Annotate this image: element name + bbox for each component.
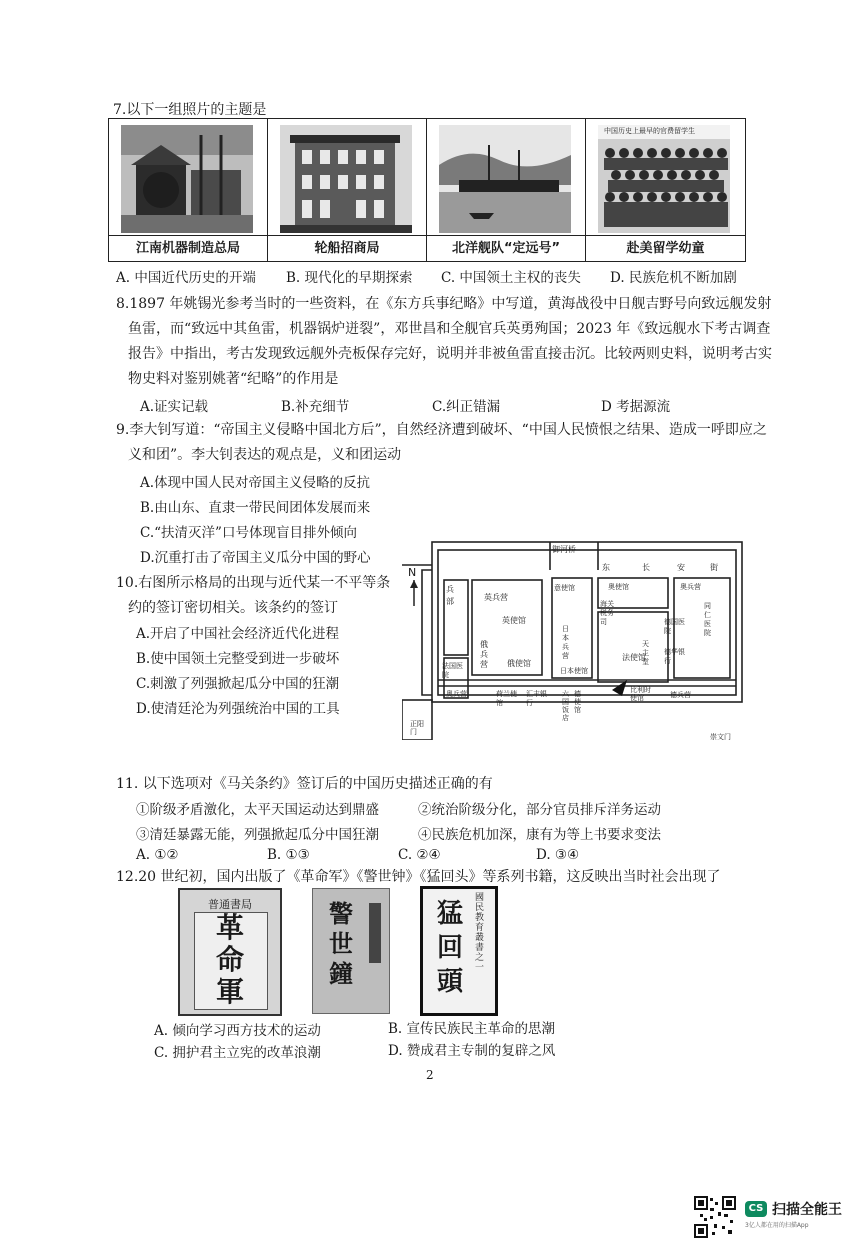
q8-line-1: 8.1897 年姚锡光参考当时的一些资料，在《东方兵事纪略》中写道，黄海战役中日舰吉野号向致远舰发射 bbox=[116, 296, 772, 312]
map-six-nations-hotel: 六国饭店 bbox=[562, 690, 569, 722]
photo-cell-1 bbox=[109, 119, 268, 261]
q12-option-a: A. 倾向学习西方技术的运动 bbox=[154, 1023, 321, 1039]
q10-line-2: 约的签订密切相关。该条约的签订 bbox=[128, 600, 338, 616]
q7-option-a: A. 中国近代历史的开端 bbox=[116, 270, 256, 286]
camscanner-tagline: 3亿人都在用的扫描App bbox=[745, 1222, 809, 1229]
map-japanese-legation: 日本使馆 bbox=[560, 667, 588, 675]
q11-item-2: ②统治阶级分化，部分官员排斥洋务运动 bbox=[418, 802, 661, 818]
q8-line-3: 报告》中指出，考古发现致远舰外壳板保存完好，说明并非被鱼雷直接击沉。比较两则史料，说明考古实 bbox=[128, 346, 772, 362]
map-belgian-legation: 比利时使馆 bbox=[630, 686, 651, 702]
book3-header: 國民教育叢書之一 bbox=[475, 893, 485, 973]
q8-option-a: A.证实记载 bbox=[140, 399, 209, 415]
q8-option-c: C.纠正错漏 bbox=[432, 399, 501, 415]
q10-option-d: D.使清廷沦为列强统治中国的工具 bbox=[136, 701, 340, 717]
book1-title bbox=[180, 912, 280, 1008]
map-japanese-barracks: 日本兵营 bbox=[562, 625, 569, 660]
q7-option-c: C. 中国领土主权的丧失 bbox=[441, 270, 581, 286]
caption-dingyuan: 北洋舰队“定远号” bbox=[427, 235, 585, 262]
q11-option-c: C. ②④ bbox=[398, 847, 441, 863]
q12-option-c: C. 拥护君主立宪的改革浪潮 bbox=[154, 1045, 321, 1061]
q11-item-3: ③清廷暴露无能，列强掀起瓜分中国狂潮 bbox=[136, 827, 379, 843]
jiangnan-arsenal-photo bbox=[121, 125, 253, 233]
q11-option-a: A. ①② bbox=[136, 847, 179, 863]
q11-item-4: ④民族危机加深，康有为等上书要求变法 bbox=[418, 827, 661, 843]
map-german-hospital: 德国医院 bbox=[664, 618, 685, 635]
q11-stem: 11. 以下选项对《马关条约》签订后的中国历史描述正确的有 bbox=[116, 776, 493, 792]
book3-title-char-3: 頭 bbox=[436, 967, 463, 997]
book1-title-char-1: 革 bbox=[215, 911, 244, 944]
q9-option-b: B.由山东、直隶一带民间团体发展而来 bbox=[140, 500, 371, 516]
dingyuan-ship-photo bbox=[439, 125, 571, 233]
map-british-legation: 英使馆 bbox=[502, 616, 526, 625]
map-street-an: 安 bbox=[677, 563, 685, 572]
map-russian-legation: 俄使馆 bbox=[507, 659, 531, 668]
map-french-legation: 法使馆 bbox=[622, 653, 646, 662]
q9-line-2: 义和团”。李大钊表达的观点是，义和团运动 bbox=[128, 447, 402, 463]
map-austrian-legation: 奥使馆 bbox=[608, 583, 629, 591]
q11-option-b: B. ①③ bbox=[267, 847, 310, 863]
book2-title-char-1: 警 bbox=[329, 899, 353, 928]
photo4-inscription: 中国历史上最早的官费留学生 bbox=[604, 127, 695, 135]
map-austrian-barracks-2: 奥兵营 bbox=[680, 583, 701, 591]
qr-code-icon bbox=[694, 1196, 736, 1238]
book3-title-char-1: 猛 bbox=[436, 899, 463, 929]
q10-option-c: C.刺激了列强掀起瓜分中国的狂潮 bbox=[136, 676, 340, 692]
map-street-dong: 东 bbox=[602, 563, 610, 572]
q7-photo-table bbox=[108, 118, 746, 262]
q9-option-c: C.“扶清灭洋”口号体现盲目排外倾向 bbox=[140, 525, 357, 541]
book2-title-char-3: 鐘 bbox=[329, 959, 353, 988]
legation-quarter-map bbox=[402, 540, 746, 740]
book3-title-char-2: 回 bbox=[436, 933, 463, 963]
map-street-chang: 长 bbox=[642, 563, 650, 572]
book-geming-jun bbox=[178, 888, 282, 1016]
q7-option-b: B. 现代化的早期探索 bbox=[286, 270, 413, 286]
q12-option-b: B. 宣传民族民主革命的思潮 bbox=[388, 1021, 556, 1037]
camscanner-logo-icon: CS bbox=[745, 1201, 767, 1217]
map-tongren-hospital: 同仁医院 bbox=[704, 602, 711, 637]
map-hsbc-bank: 汇丰银行 bbox=[526, 690, 547, 707]
map-russian-barracks-3: 营 bbox=[480, 660, 488, 669]
page-number: 2 bbox=[426, 1068, 434, 1082]
book-menghui-tou bbox=[420, 886, 498, 1016]
q7-stem: 7.以下一组照片的主题是 bbox=[113, 102, 267, 118]
book1-header: 普通書局 bbox=[208, 898, 252, 911]
q10-line-1: 10.右图所示格局的出现与近代某一不平等条 bbox=[116, 575, 391, 591]
q8-line-2: 鱼雷，而“致远中其鱼雷，机器锅炉迸裂”，邓世昌和全舰官兵英勇殉国；2023 年《致远舰水下考古调查 bbox=[128, 321, 771, 337]
q11-option-d: D. ③④ bbox=[536, 847, 580, 863]
q8-line-4: 物史料对鉴别姚著“纪略”的作用是 bbox=[128, 371, 339, 387]
map-street-jie: 街 bbox=[710, 563, 718, 572]
map-german-legation: 德使馆 bbox=[574, 690, 581, 714]
q10-option-b: B.使中国领土完整受到进一步破坏 bbox=[136, 651, 340, 667]
map-russian-barracks-1: 俄 bbox=[480, 640, 488, 649]
q12-option-d: D. 赞成君主专制的复辟之风 bbox=[388, 1043, 556, 1059]
map-yuhe-bridge: 御河桥 bbox=[552, 545, 576, 554]
map-austrian-barracks: 奥兵营 bbox=[446, 690, 467, 698]
map-french-hospital: 法国医院 bbox=[442, 662, 463, 679]
book1-title-char-3: 軍 bbox=[215, 975, 244, 1008]
book2-title bbox=[313, 899, 369, 989]
map-ministry-war: 兵部 bbox=[446, 585, 454, 606]
book1-title-char-2: 命 bbox=[215, 943, 244, 976]
map-north-label: N bbox=[408, 566, 417, 579]
north-arrow-icon bbox=[409, 580, 419, 606]
map-customs: 海关税务司 bbox=[600, 600, 614, 626]
map-italian-legation: 意使馆 bbox=[554, 584, 575, 592]
caption-students: 赴美留学幼童 bbox=[586, 235, 745, 262]
q9-option-d: D.沉重打击了帝国主义瓜分中国的野心 bbox=[140, 550, 371, 566]
map-german-barracks: 德兵营 bbox=[670, 691, 691, 699]
map-russian-barracks-2: 兵 bbox=[480, 650, 488, 659]
map-chongwen-gate: 崇文门 bbox=[710, 733, 731, 741]
map-catholic-church: 天主堂 bbox=[642, 640, 649, 666]
map-dutch-legation: 荷兰使馆 bbox=[496, 690, 517, 707]
q8-option-d: D 考据源流 bbox=[601, 399, 671, 415]
book2-title-char-2: 世 bbox=[329, 929, 353, 958]
photo-cell-2 bbox=[268, 119, 427, 261]
q7-option-d: D. 民族危机不断加剧 bbox=[610, 270, 737, 286]
map-british-barracks: 英兵营 bbox=[484, 593, 508, 602]
q9-option-a: A.体现中国人民对帝国主义侵略的反抗 bbox=[140, 475, 371, 491]
q11-item-1: ①阶级矛盾激化，太平天国运动达到鼎盛 bbox=[136, 802, 379, 818]
book-jingshi-zhong bbox=[312, 888, 390, 1014]
photo-cell-3 bbox=[427, 119, 586, 261]
map-zhengyang-gate: 正阳门 bbox=[410, 720, 424, 736]
map-russian-barracks bbox=[480, 640, 490, 670]
q8-option-b: B.补充细节 bbox=[281, 399, 350, 415]
steamship-bureau-photo bbox=[280, 125, 412, 233]
student-group-photo bbox=[598, 125, 730, 233]
photo-cell-4 bbox=[586, 119, 745, 261]
q12-stem: 12.20 世纪初，国内出版了《革命军》《警世钟》《猛回头》等系列书籍，这反映出当时社会出现了 bbox=[116, 869, 721, 885]
camscanner-app-name: 扫描全能王 bbox=[772, 1202, 842, 1218]
q10-option-a: A.开启了中国社会经济近代化进程 bbox=[136, 626, 340, 642]
map-deutsch-asiatische-bank: 德华银行 bbox=[664, 648, 685, 665]
q9-line-1: 9.李大钊写道：“帝国主义侵略中国北方后”，自然经济遭到破坏、“中国人民愤恨之结果、造成一呼即应之 bbox=[116, 422, 767, 438]
book3-title bbox=[427, 897, 473, 999]
caption-jiangnan: 江南机器制造总局 bbox=[109, 235, 267, 262]
caption-steamship: 轮船招商局 bbox=[268, 235, 426, 262]
